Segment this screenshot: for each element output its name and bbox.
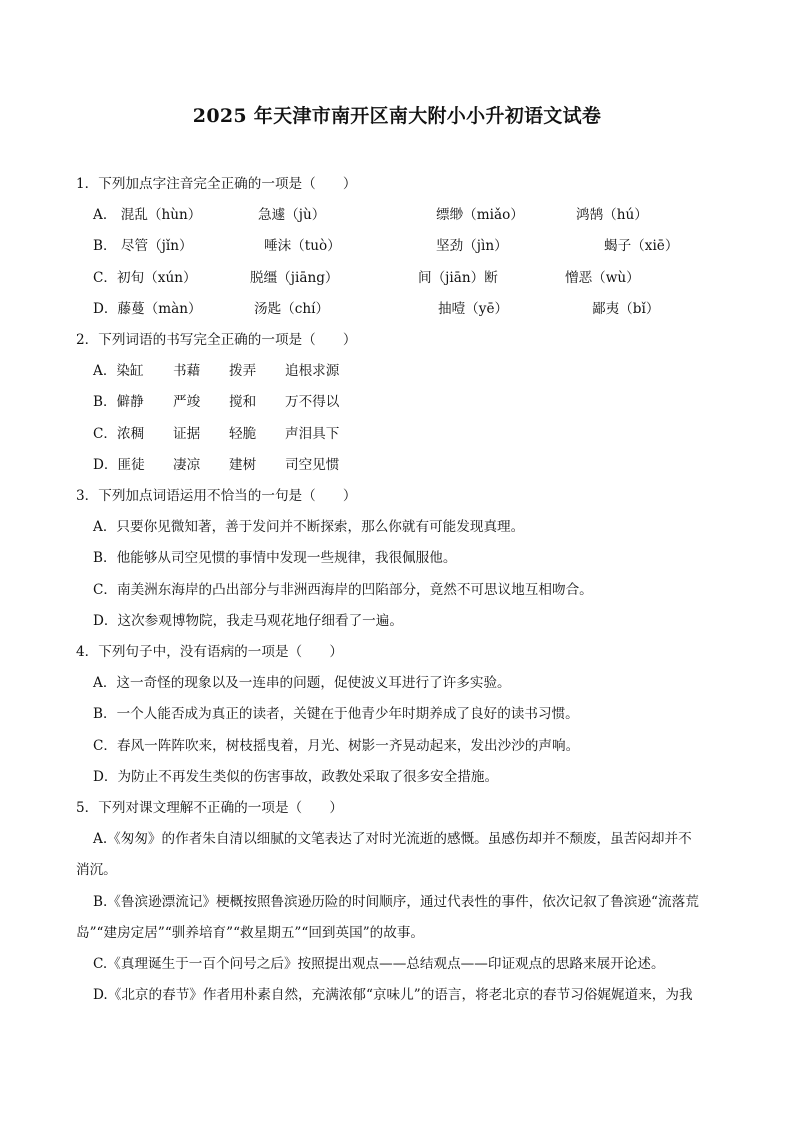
exam-title: 2025 年天津市南开区南大附小小升初语文试卷 bbox=[192, 105, 602, 127]
option-cell: 声泪具下 bbox=[285, 426, 340, 442]
option-cell: 蝎子（xiē） bbox=[604, 238, 679, 254]
question-3-option-c: C．南美洲东海岸的凸出部分与非洲西海岸的凹陷部分，竟然不可思议地互相吻合。 bbox=[93, 582, 593, 598]
question-1-stem: 1．下列加点字注音完全正确的一项是（ ） bbox=[76, 176, 357, 192]
option-cell: 憎恶（wù） bbox=[565, 270, 640, 286]
option-cell: 缥缈（miǎo） bbox=[436, 207, 524, 223]
option-cell: 追根求源 bbox=[285, 363, 340, 379]
question-3-option-a: A．只要你见微知著，善于发问并不断探索，那么你就有可能发现真理。 bbox=[93, 519, 525, 535]
question-5-option-a-line-1: A.《匆匆》的作者朱自清以细腻的文笔表达了对时光流逝的感慨。虽感伤却并不颓废，虽苦闷却并不 bbox=[93, 831, 692, 847]
option-cell: 间（jiān）断 bbox=[418, 270, 498, 286]
question-4-option-d: D．为防止不再发生类似的伤害事故，政教处采取了很多安全措施。 bbox=[93, 769, 499, 785]
option-cell: 抽噎（yē） bbox=[438, 301, 509, 317]
option-cell: 急遽（jù） bbox=[258, 207, 326, 223]
option-cell: 坚劲（jìn） bbox=[436, 238, 508, 254]
question-4-option-a: A．这一奇怪的现象以及一连串的问题，促使波义耳进行了许多实验。 bbox=[93, 675, 511, 691]
option-cell: 脱缰（jiāng） bbox=[250, 270, 339, 286]
question-4-option-c: C．春风一阵阵吹来，树枝摇曳着，月光、树影一齐晃动起来，发出沙沙的声响。 bbox=[93, 738, 580, 754]
question-5-option-d-line-1: D.《北京的春节》作者用朴素自然，充满浓郁“京味儿”的语言，将老北京的春节习俗娓娓道来，为我 bbox=[93, 987, 693, 1003]
option-cell: 唾沫（tuò） bbox=[264, 238, 341, 254]
option-cell: 司空见惯 bbox=[285, 457, 340, 473]
option-cell: 拨弄 bbox=[229, 363, 257, 379]
option-cell: 书藉 bbox=[173, 363, 201, 379]
question-5-option-b-line-1: B.《鲁滨逊漂流记》梗概按照鲁滨逊历险的时间顺序，通过代表性的事件，依次记叙了鲁滨逊“流落荒 bbox=[93, 894, 699, 910]
option-cell: B．僻静 bbox=[93, 394, 144, 410]
option-cell: 鸿鹄（hú） bbox=[576, 207, 648, 223]
option-cell: 搅和 bbox=[229, 394, 257, 410]
option-cell: D．匪徒 bbox=[93, 457, 145, 473]
option-cell: 汤匙（chí） bbox=[254, 301, 330, 317]
question-3-stem: 3．下列加点词语运用不恰当的一句是（ ） bbox=[76, 488, 357, 504]
option-cell: 严竣 bbox=[173, 394, 201, 410]
option-cell: 万不得以 bbox=[285, 394, 340, 410]
option-cell: C．初旬（xún） bbox=[93, 270, 197, 286]
option-cell: B． 尽管（jǐn） bbox=[93, 238, 193, 254]
option-cell: 建树 bbox=[229, 457, 257, 473]
question-4-stem: 4．下列句子中，没有语病的一项是（ ） bbox=[76, 644, 343, 660]
question-5-option-b-line-2: 岛”“建房定居”“驯养培育”“救星期五”“回到英国”的故事。 bbox=[76, 925, 425, 941]
question-3-option-d: D．这次参观博物院，我走马观花地仔细看了一遍。 bbox=[93, 613, 403, 629]
question-5-option-c: C.《真理诞生于一百个问号之后》按照提出观点——总结观点——印证观点的思路来展开论述。 bbox=[93, 956, 665, 972]
question-2-stem: 2．下列词语的书写完全正确的一项是（ ） bbox=[76, 332, 357, 348]
question-4-option-b: B．一个人能否成为真正的读者，关键在于他青少年时期养成了良好的读书习惯。 bbox=[93, 706, 579, 722]
option-cell: A．染缸 bbox=[93, 363, 144, 379]
question-5-option-a-line-2: 消沉。 bbox=[76, 862, 117, 878]
option-cell: A． 混乱（hùn） bbox=[93, 207, 202, 223]
question-3-option-b: B．他能够从司空见惯的事情中发现一些规律，我很佩服他。 bbox=[93, 550, 457, 566]
option-cell: 鄙夷（bǐ） bbox=[592, 301, 660, 317]
option-cell: 证据 bbox=[173, 426, 201, 442]
question-5-stem: 5．下列对课文理解不正确的一项是（ ） bbox=[76, 800, 343, 816]
option-cell: C．浓稠 bbox=[93, 426, 145, 442]
option-cell: 轻脆 bbox=[229, 426, 257, 442]
option-cell: D．藤蔓（màn） bbox=[93, 301, 202, 317]
option-cell: 凄凉 bbox=[173, 457, 201, 473]
